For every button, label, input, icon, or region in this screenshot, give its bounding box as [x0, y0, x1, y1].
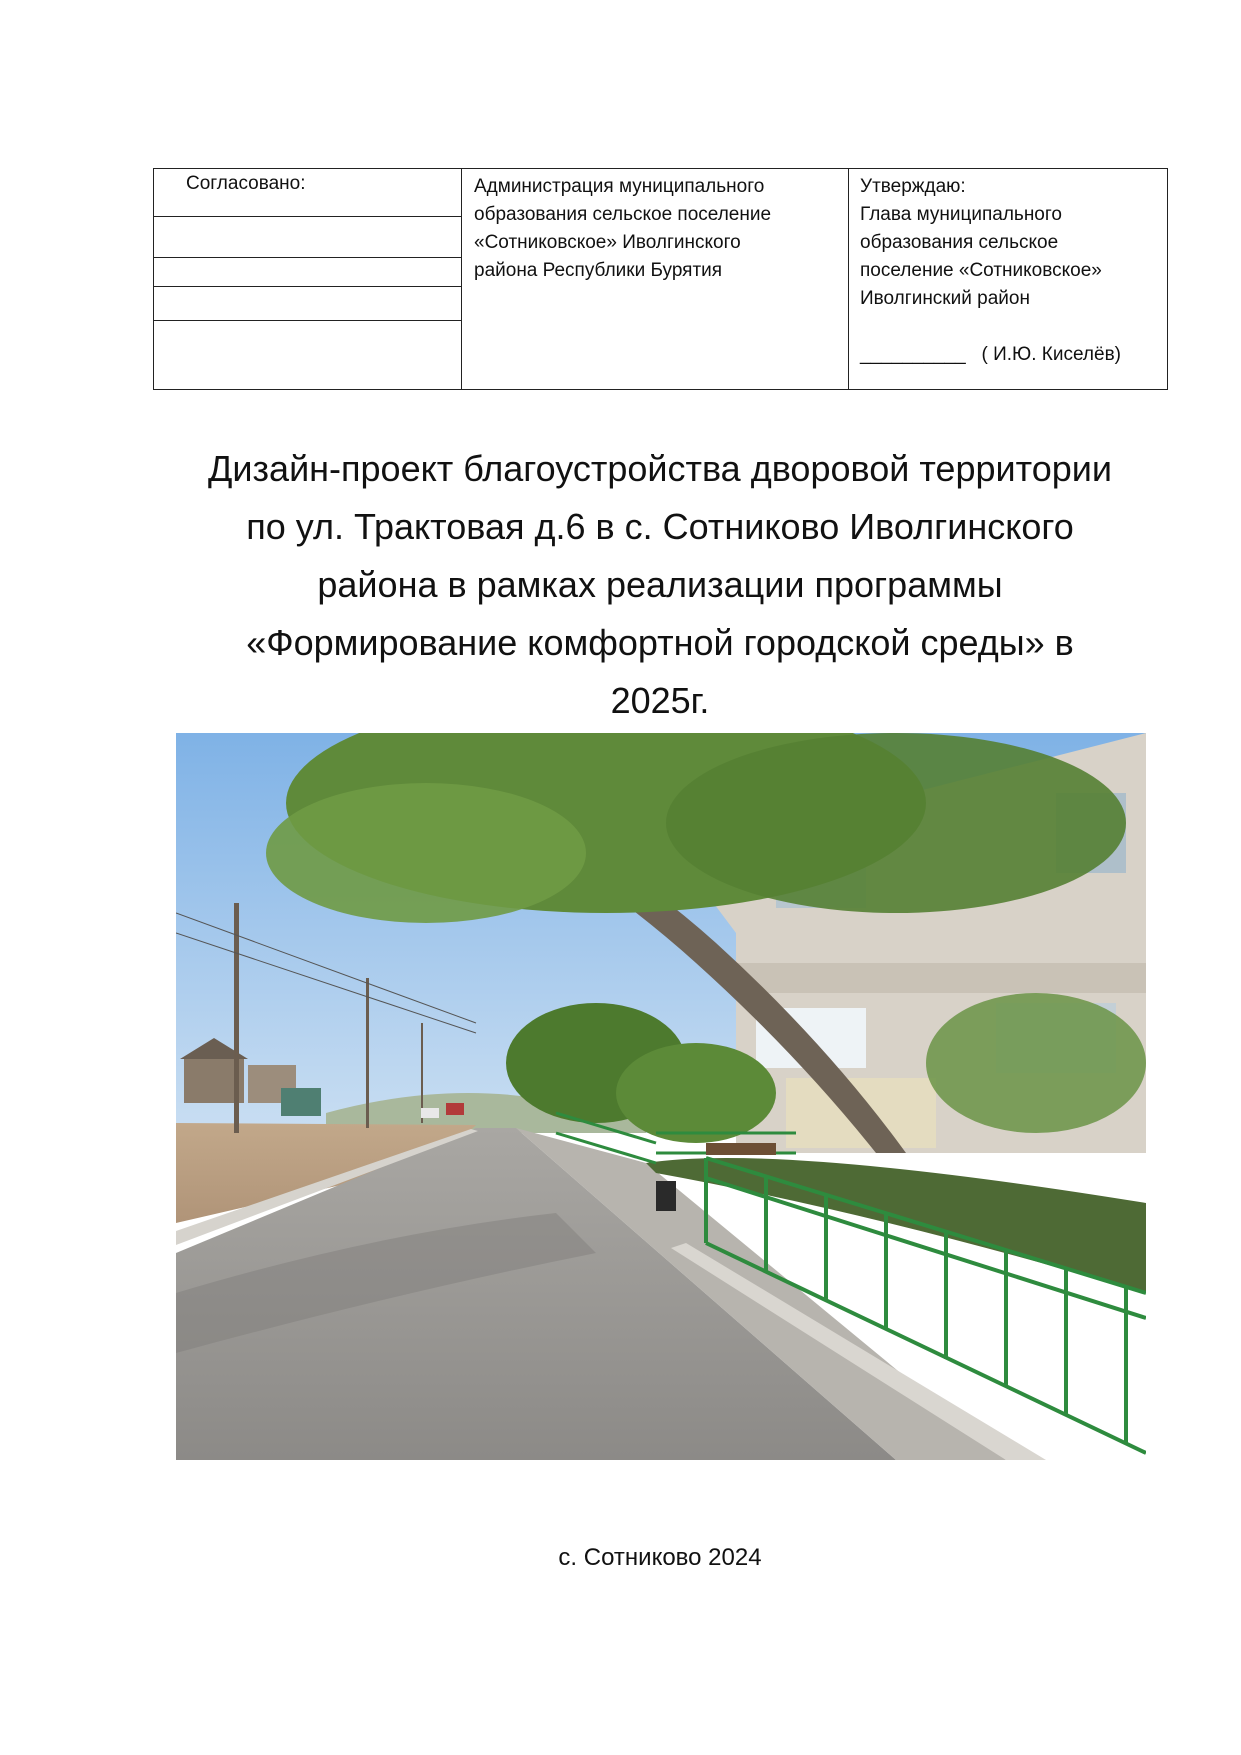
administration-line: образования сельское поселение: [474, 204, 772, 225]
approve-line: образования сельское: [860, 232, 1059, 253]
title-line: «Формирование комфортной городской среды» в: [246, 622, 1074, 663]
title-line: 2025г.: [610, 680, 710, 721]
title-line: района в рамках реализации программы: [317, 564, 1003, 605]
signatory-name: ( И.Ю. Киселёв): [981, 344, 1122, 365]
approve-heading: Утверждаю:: [860, 176, 966, 197]
title-line: Дизайн-проект благоустройства дворовой территории: [208, 448, 1112, 489]
title-line: по ул. Трактовая д.6 в с. Сотниково Иволгинского: [246, 506, 1074, 547]
approve-line: Иволгинский район: [860, 288, 1030, 309]
courtyard-photo: [176, 733, 1146, 1460]
approve-column: [849, 169, 1167, 389]
agreed-label: Согласовано:: [154, 169, 461, 217]
administration-column: [462, 169, 849, 389]
approve-line: поселение «Сотниковское»: [860, 260, 1102, 281]
agreed-signature-row-2: [154, 258, 461, 287]
administration-line: района Республики Бурятия: [474, 260, 723, 281]
signature-blank: __________: [860, 344, 966, 365]
agreed-signature-row-3: [154, 287, 461, 321]
administration-line: «Сотниковское» Иволгинского: [474, 232, 741, 253]
agreed-signature-row-4: [154, 321, 461, 389]
agreed-signature-row-1: [154, 217, 461, 258]
footer-place-year: с. Сотниково 2024: [558, 1544, 762, 1571]
administration-line: Администрация муниципального: [474, 176, 765, 197]
document-title: [140, 440, 1180, 730]
approval-table: [153, 168, 1168, 390]
signature-row: [860, 341, 1156, 369]
agreed-column: [154, 169, 462, 389]
approve-line: Глава муниципального: [860, 204, 1062, 225]
